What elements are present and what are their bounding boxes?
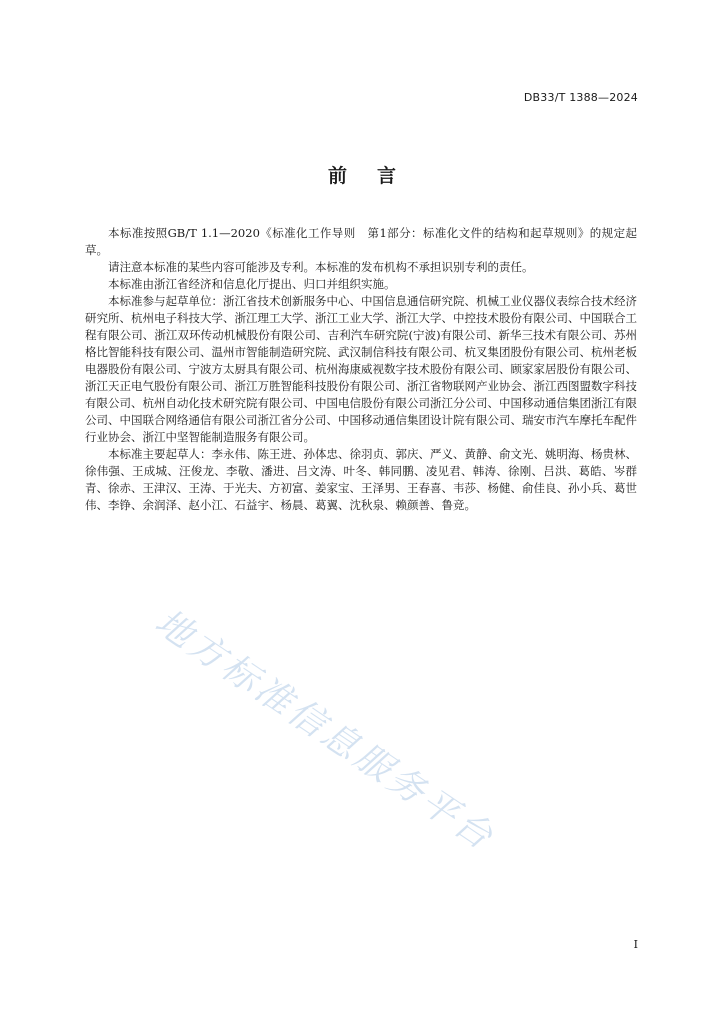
paragraph-drafting-rules: 本标准按照GB/T 1.1—2020《标准化工作导则 第1部分：标准化文件的结构和起草规则》的规定起草。 xyxy=(85,226,637,257)
watermark: 地方标准信息服务平台 xyxy=(147,601,503,860)
page-number: I xyxy=(633,938,638,951)
paragraph-drafting-units: 本标准参与起草单位：浙江省技术创新服务中心、中国信息通信研究院、机械工业仪器仪表综合技术经济研究所、杭州电子科技大学、浙江理工大学、浙江工业大学、浙江大学、中控技术股份有限公司、中国联合工程有限公司、浙江双环传动机械股份有限公司、吉利汽车研究院(宁波)有限公司、新华三技术有限公司、苏州格比智能科技有限公司、温州市智能制造研究院、武汉制信科技有限公司、杭叉集团股份有限公司、杭州老板电器股份有限公司、宁波方太厨具有限公司、杭州海康威视数字技术股份有限公司、顾家家居股份有限公司、浙江天正电气股份有限公司、浙江万胜智能科技股份有限公司、浙江省物联网产业协会、浙江西图盟数字科技有限公司、杭州自动化技术研究院有限公司、中国电信股份有限公司浙江分公司、中国移动通信集团浙江有限公司、中国联合网络通信有限公司浙江省分公司、中国移动通信集团设计院有限公司、瑞安市汽车摩托车配件行业协会、浙江中坚智能制造服务有限公司。 xyxy=(85,294,637,444)
paragraph-drafters: 本标准主要起草人：李永伟、陈王进、孙体忠、徐羽贞、郭庆、严义、黄静、俞文光、姚明海、杨贵林、徐伟强、王成城、汪俊龙、李敬、潘进、吕文涛、叶冬、韩同鹏、凌见君、韩涛、徐刚、吕洪、葛皓、岑群青、徐赤、王津汉、王涛、于光夫、方初富、姜家宝、王泽男、王春喜、韦莎、杨健、俞佳良、孙小兵、葛世伟、李铮、余润泽、赵小江、石益宇、杨晨、葛翼、沈秋泉、赖颜善、鲁竞。 xyxy=(85,447,637,512)
document-code: DB33/T 1388—2024 xyxy=(523,91,638,104)
foreword-body xyxy=(85,225,637,514)
page-title: 前言 xyxy=(327,165,426,187)
paragraph-proposer: 本标准由浙江省经济和信息化厅提出、归口并组织实施。 xyxy=(108,277,396,291)
paragraph-patent-notice: 请注意本标准的某些内容可能涉及专利。本标准的发布机构不承担识别专利的责任。 xyxy=(108,260,534,274)
